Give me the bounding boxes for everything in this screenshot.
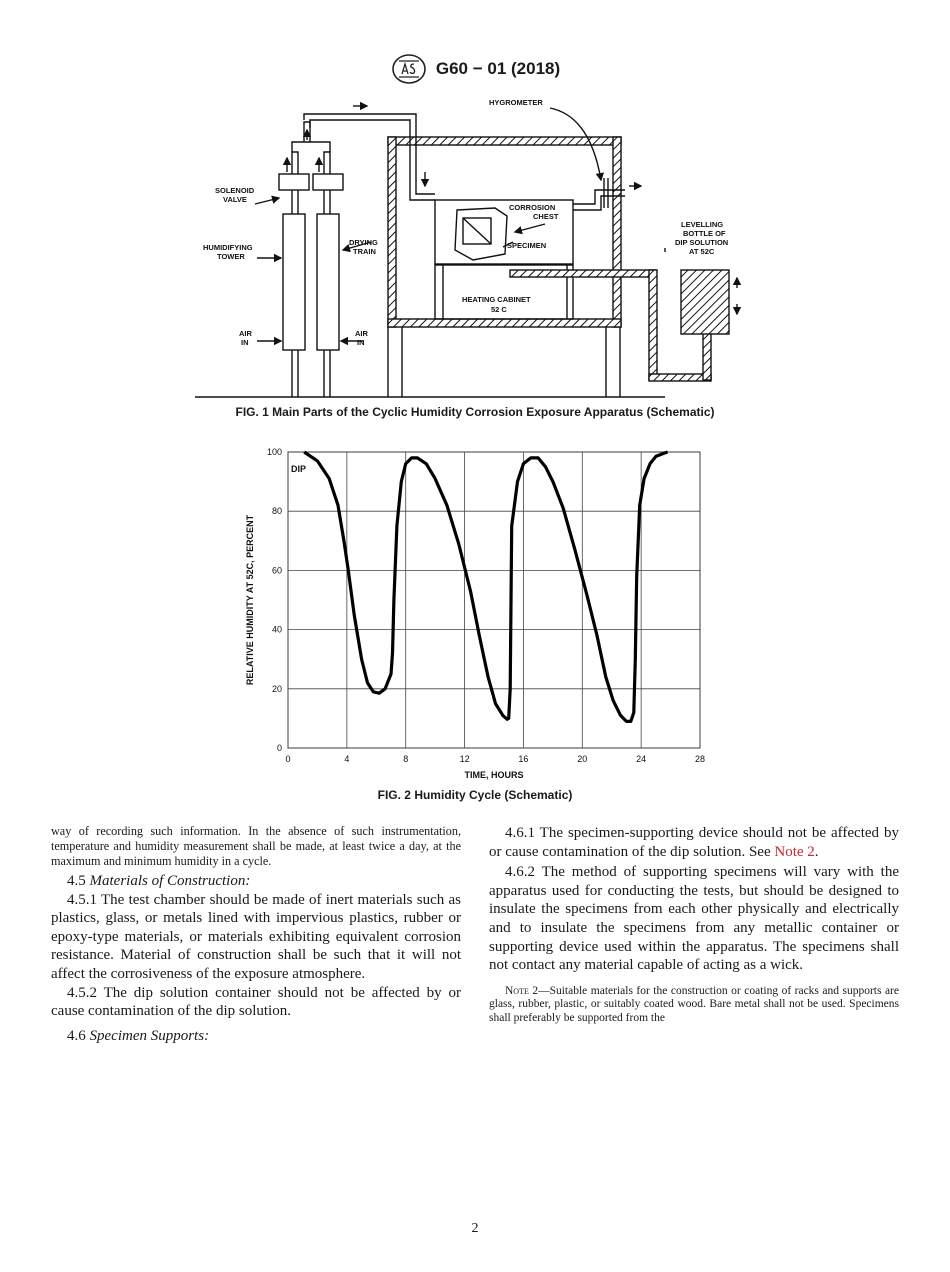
y-tick-label: 20 xyxy=(271,683,282,694)
x-tick-label: 24 xyxy=(636,754,647,764)
x-tick-label: 28 xyxy=(694,754,706,764)
y-tick-label: 60 xyxy=(271,565,282,576)
label-levelling-2: BOTTLE OF xyxy=(683,229,726,238)
paragraph-text: 4.6.1 The specimen-supporting device should not be affected by or cause contamination of the dip solution. See xyxy=(489,825,899,860)
y-tick-label: 100 xyxy=(266,447,282,457)
y-tick-label: 80 xyxy=(271,506,282,517)
label-air-in-left-1: AIR xyxy=(239,329,252,338)
dip-label: DIP xyxy=(291,464,307,474)
label-air-in-right-2: IN xyxy=(357,338,365,347)
x-tick-label: 4 xyxy=(344,754,350,764)
y-tick-label: 40 xyxy=(271,624,282,635)
paragraph-4-5-2: 4.5.2 The dip solution container should not be affected by or cause contamination of the dip solution. xyxy=(51,984,461,1020)
label-solenoid-1: SOLENOID xyxy=(215,186,255,195)
label-solenoid-2: VALVE xyxy=(223,195,247,204)
paragraph-4-5-1: 4.5.1 The test chamber should be made of inert materials such as plastics, glass, or metals lined with impervious plastics, rubber or epoxy-type materials, or materials exhibiting equivalent corrosion resistance. Material of construction shall be such that it will not affect the corrosiveness of the exposure atmosphere. xyxy=(51,891,461,982)
label-hygrometer: HYGROMETER xyxy=(489,98,543,107)
fig1-apparatus-diagram xyxy=(195,92,755,404)
fig2-humidity-chart xyxy=(240,444,710,784)
note-2 xyxy=(489,985,899,1026)
document-designation: G60 − 01 (2018) xyxy=(435,59,561,78)
x-tick-label: 12 xyxy=(459,754,470,764)
section-number: 4.5 xyxy=(67,873,86,889)
x-tick-label: 16 xyxy=(518,754,529,764)
section-title: Specimen Supports: xyxy=(89,1027,210,1044)
astm-logo-icon xyxy=(390,53,428,85)
label-heating-2: 52 C xyxy=(491,305,507,314)
label-humidifying-1: HUMIDIFYING xyxy=(203,243,253,252)
x-axis-label: TIME, HOURS xyxy=(464,770,524,780)
fig1-caption: FIG. 1 Main Parts of the Cyclic Humidity Corrosion Exposure Apparatus (Schematic) xyxy=(235,405,715,419)
chart-ticks xyxy=(267,447,705,764)
fig2-caption: FIG. 2 Humidity Cycle (Schematic) xyxy=(377,788,573,802)
paragraph-continued: way of recording such information. In the absence of such instrumentation, temperature and humidity measurement shall be made, at least twice a day, at the maximum and minimum humidity in a cycle. xyxy=(51,824,461,868)
label-corrosion-1: CORROSION xyxy=(509,203,556,212)
label-drying-2: TRAIN xyxy=(353,247,376,256)
humidity-series-line xyxy=(304,452,667,721)
label-air-in-right-1: AIR xyxy=(355,329,368,338)
section-4-5-heading xyxy=(51,872,461,891)
paragraph-4-6-2: 4.6.2 The method of supporting specimens will vary with the apparatus used for conducting the tests, but should be designed to insulate the specimens from each other physically and electrically and to insulate the specimens from any metallic container or supporting device used within the apparatus. The specimens shall not contact any material capable of acting as a wick. xyxy=(489,864,899,974)
label-drying-1: DRYING xyxy=(349,238,378,247)
label-heating-1: HEATING CABINET xyxy=(462,295,531,304)
x-tick-label: 20 xyxy=(577,754,588,764)
paragraph-4-6-1 xyxy=(489,824,899,861)
label-levelling-4: AT 52C xyxy=(689,247,715,256)
page-number: 2 xyxy=(471,1221,479,1236)
right-column xyxy=(489,824,899,1025)
note-2-link[interactable]: Note 2 xyxy=(774,843,815,860)
note-text: —Suitable materials for the construction or coating of racks and supports are glass, rubber, plastic, or suitably coated wood. Bare metal shall not be used. Specimens shall preferably be supported from the xyxy=(489,984,899,1024)
section-4-6-heading xyxy=(51,1027,461,1046)
section-number: 4.6 xyxy=(67,1027,86,1044)
label-specimen: SPECIMEN xyxy=(507,241,547,250)
x-tick-label: 0 xyxy=(285,754,291,764)
note-label: Note 2 xyxy=(505,984,539,997)
page-header xyxy=(0,52,950,86)
section-title: Materials of Construction: xyxy=(89,873,251,889)
paragraph-end: . xyxy=(814,843,819,860)
y-axis-label: RELATIVE HUMIDITY AT 52C, PERCENT xyxy=(245,514,255,686)
x-tick-label: 8 xyxy=(403,754,409,764)
label-humidifying-2: TOWER xyxy=(217,252,245,261)
label-air-in-left-2: IN xyxy=(241,338,249,347)
label-levelling-3: DIP SOLUTION xyxy=(675,238,729,247)
y-tick-label: 0 xyxy=(276,743,282,753)
left-column xyxy=(51,824,461,1045)
label-levelling-1: LEVELLING xyxy=(681,220,724,229)
label-corrosion-2: CHEST xyxy=(533,212,559,221)
